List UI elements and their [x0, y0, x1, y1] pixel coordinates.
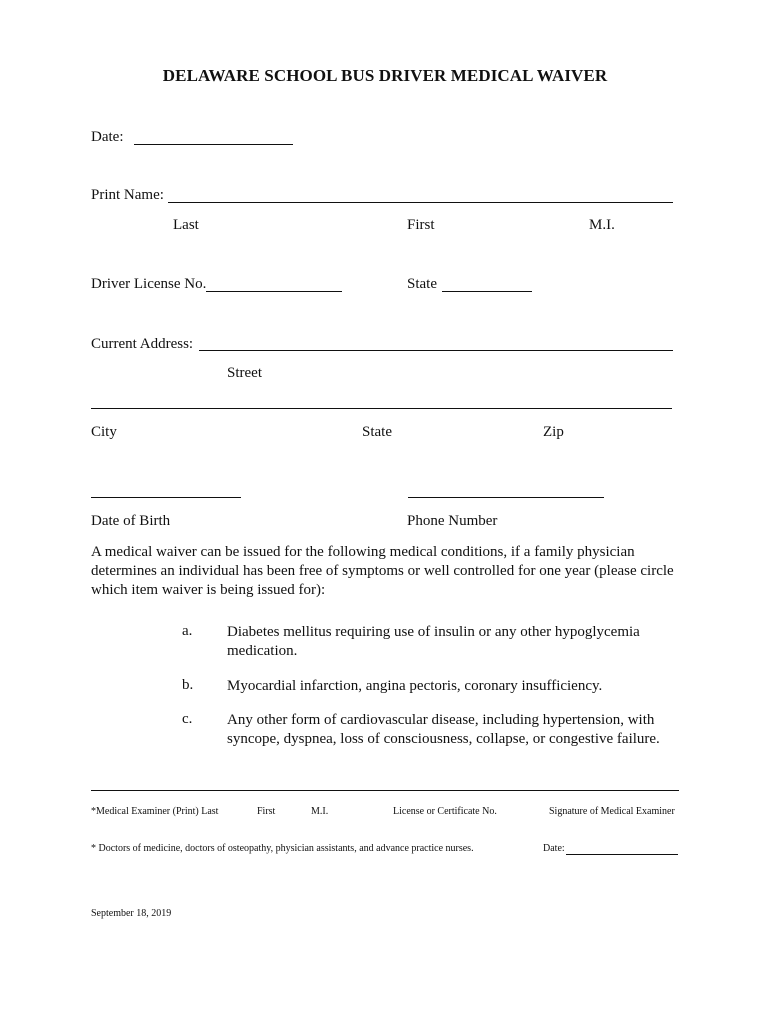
print-name-label: Print Name:	[91, 187, 164, 203]
zip-label: Zip	[543, 424, 564, 440]
examiner-date-label: Date:	[543, 843, 565, 854]
name-last-label: Last	[173, 217, 199, 233]
intro-paragraph: A medical waiver can be issued for the following medical conditions, if a family physician determines an individual has been free of symptoms or well controlled for one year (please circle which item waiver is being issued for):	[91, 544, 674, 598]
examiner-signature-label: Signature of Medical Examiner	[549, 806, 675, 817]
license-field[interactable]	[206, 291, 342, 292]
phone-label: Phone Number	[407, 513, 498, 529]
print-name-field[interactable]	[168, 202, 673, 203]
city-label: City	[91, 424, 117, 440]
form-title: DELAWARE SCHOOL BUS DRIVER MEDICAL WAIVER	[162, 66, 608, 85]
examiner-first-label: First	[257, 806, 276, 817]
license-state-label: State	[407, 276, 437, 292]
name-mi-label: M.I.	[589, 217, 615, 233]
examiner-name-label: *Medical Examiner (Print) Last	[91, 806, 219, 817]
license-label: Driver License No.	[91, 276, 207, 292]
dob-label: Date of Birth	[91, 513, 171, 529]
examiner-date-field[interactable]	[566, 854, 678, 855]
address-label: Current Address:	[91, 336, 194, 352]
dob-field[interactable]	[91, 497, 241, 498]
examiner-license-label: License or Certificate No.	[393, 806, 497, 817]
item-a-text: Diabetes mellitus requiring use of insulin or any other hypoglycemia medication.	[227, 624, 640, 659]
item-c-letter[interactable]: c.	[182, 711, 193, 727]
date-label: Date:	[91, 129, 124, 145]
revision-date: September 18, 2019	[91, 908, 172, 919]
item-c-text: Any other form of cardiovascular disease, including hypertension, with syncope, dyspnea, loss of consciousness, collapse, or congestive failure.	[227, 712, 660, 747]
license-state-field[interactable]	[442, 291, 532, 292]
address-field[interactable]	[199, 350, 673, 351]
item-b-text: Myocardial infarction, angina pectoris, coronary insufficiency.	[227, 678, 603, 694]
examiner-mi-label: M.I.	[311, 806, 329, 817]
state-label: State	[362, 424, 392, 440]
examiner-signature-line[interactable]	[91, 790, 679, 791]
item-a-letter[interactable]: a.	[182, 623, 193, 639]
item-b-letter[interactable]: b.	[182, 677, 194, 693]
footnote: * Doctors of medicine, doctors of osteopathy, physician assistants, and advance practice nurses.	[91, 843, 474, 854]
street-label: Street	[227, 365, 262, 381]
date-field[interactable]	[134, 144, 293, 145]
city-state-zip-field[interactable]	[91, 408, 672, 409]
name-first-label: First	[407, 217, 435, 233]
phone-field[interactable]	[408, 497, 604, 498]
